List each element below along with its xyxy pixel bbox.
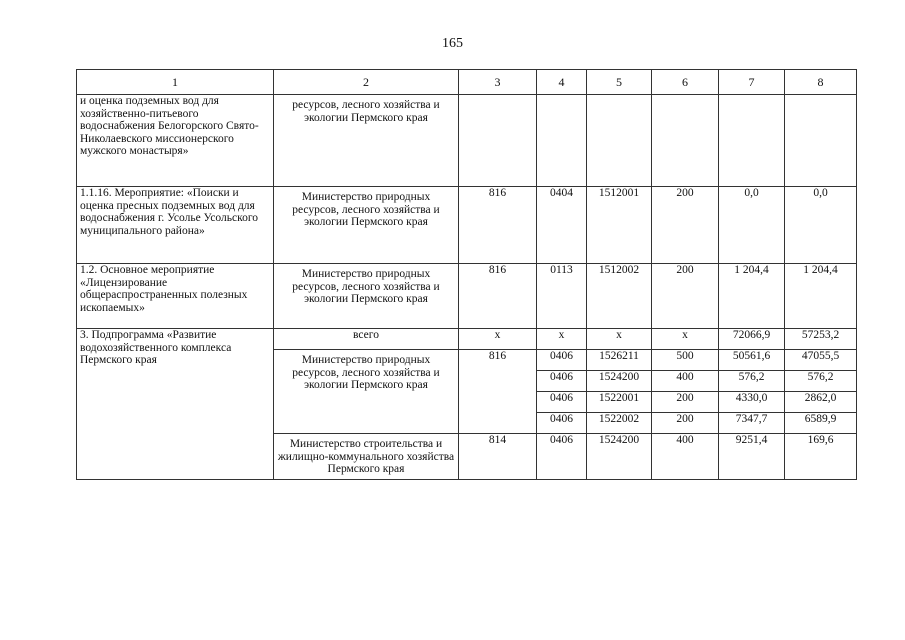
responsible-cell: Министерство строительства и жилищно-коммунального хозяйства Пермского края: [274, 434, 459, 480]
section-code-cell: 0406: [537, 434, 587, 480]
expense-type-cell: 200: [652, 264, 719, 329]
target-code-cell: 1526211: [587, 350, 652, 371]
table-row: [77, 187, 857, 264]
event-name-cell: 1.2. Основное мероприятие «Лицензирование общераспространенных полезных ископаемых»: [77, 264, 274, 329]
amount-cell-7: 50561,6: [719, 350, 785, 371]
empty-cell: [537, 95, 587, 187]
target-code-cell: 1512002: [587, 264, 652, 329]
amount-cell-8: 0,0: [785, 187, 857, 264]
event-name-cell: 1.1.16. Мероприятие: «Поиски и оценка пресных подземных вод для водоснабжения г. Усолье Усольского муниципального района»: [77, 187, 274, 264]
amount-cell-8: 1 204,4: [785, 264, 857, 329]
empty-cell: [652, 95, 719, 187]
expense-type-cell: 200: [652, 413, 719, 434]
expense-type-cell: 200: [652, 187, 719, 264]
header-row: [77, 70, 857, 95]
empty-cell: [459, 95, 537, 187]
target-code-cell: 1522001: [587, 392, 652, 413]
page-number: 165: [442, 36, 463, 51]
target-code-cell: х: [587, 329, 652, 350]
table-row: [77, 95, 857, 187]
amount-cell-8: 6589,9: [785, 413, 857, 434]
expense-type-cell: 500: [652, 350, 719, 371]
column-header-2: 2: [274, 70, 459, 95]
responsible-cell: всего: [274, 329, 459, 350]
responsible-cell: ресурсов, лесного хозяйства и экологии Пермского края: [274, 95, 459, 187]
expense-type-cell: 400: [652, 371, 719, 392]
expense-type-cell: 400: [652, 434, 719, 480]
amount-cell-8: 576,2: [785, 371, 857, 392]
column-header-5: 5: [587, 70, 652, 95]
amount-cell-7: 576,2: [719, 371, 785, 392]
column-header-4: 4: [537, 70, 587, 95]
amount-cell-7: 1 204,4: [719, 264, 785, 329]
expense-type-cell: х: [652, 329, 719, 350]
section-code-cell: х: [537, 329, 587, 350]
empty-cell: [719, 95, 785, 187]
grbs-code-cell: 816: [459, 264, 537, 329]
target-code-cell: 1524200: [587, 434, 652, 480]
subprogram-name-cell: 3. Подпрограмма «Развитие водохозяйственного комплекса Пермского края: [77, 329, 274, 480]
amount-cell-8: 2862,0: [785, 392, 857, 413]
table-row: [77, 329, 857, 350]
amount-cell-7: 4330,0: [719, 392, 785, 413]
column-header-1: 1: [77, 70, 274, 95]
amount-cell-8: 57253,2: [785, 329, 857, 350]
empty-cell: [587, 95, 652, 187]
section-code-cell: 0406: [537, 413, 587, 434]
amount-cell-8: 169,6: [785, 434, 857, 480]
expense-type-cell: 200: [652, 392, 719, 413]
grbs-code-cell: х: [459, 329, 537, 350]
target-code-cell: 1524200: [587, 371, 652, 392]
grbs-code-cell: 816: [459, 187, 537, 264]
section-code-cell: 0406: [537, 371, 587, 392]
column-header-8: 8: [785, 70, 857, 95]
responsible-cell: Министерство природных ресурсов, лесного хозяйства и экологии Пермского края: [274, 187, 459, 264]
amount-cell-7: 9251,4: [719, 434, 785, 480]
section-code-cell: 0406: [537, 350, 587, 371]
section-code-cell: 0113: [537, 264, 587, 329]
column-header-7: 7: [719, 70, 785, 95]
responsible-cell: Министерство природных ресурсов, лесного хозяйства и экологии Пермского края: [274, 350, 459, 434]
section-code-cell: 0404: [537, 187, 587, 264]
amount-cell-7: 7347,7: [719, 413, 785, 434]
column-header-3: 3: [459, 70, 537, 95]
amount-cell-7: 72066,9: [719, 329, 785, 350]
budget-table: [76, 69, 857, 480]
target-code-cell: 1522002: [587, 413, 652, 434]
event-name-cell: и оценка подземных вод для хозяйственно-питьевого водоснабжения Белогорского Свято-Николаевского миссионерского мужского монастыря»: [77, 95, 274, 187]
empty-cell: [785, 95, 857, 187]
amount-cell-8: 47055,5: [785, 350, 857, 371]
amount-cell-7: 0,0: [719, 187, 785, 264]
section-code-cell: 0406: [537, 392, 587, 413]
responsible-cell: Министерство природных ресурсов, лесного хозяйства и экологии Пермского края: [274, 264, 459, 329]
grbs-code-cell: 814: [459, 434, 537, 480]
table-row: [77, 264, 857, 329]
grbs-code-cell: 816: [459, 350, 537, 434]
column-header-6: 6: [652, 70, 719, 95]
target-code-cell: 1512001: [587, 187, 652, 264]
